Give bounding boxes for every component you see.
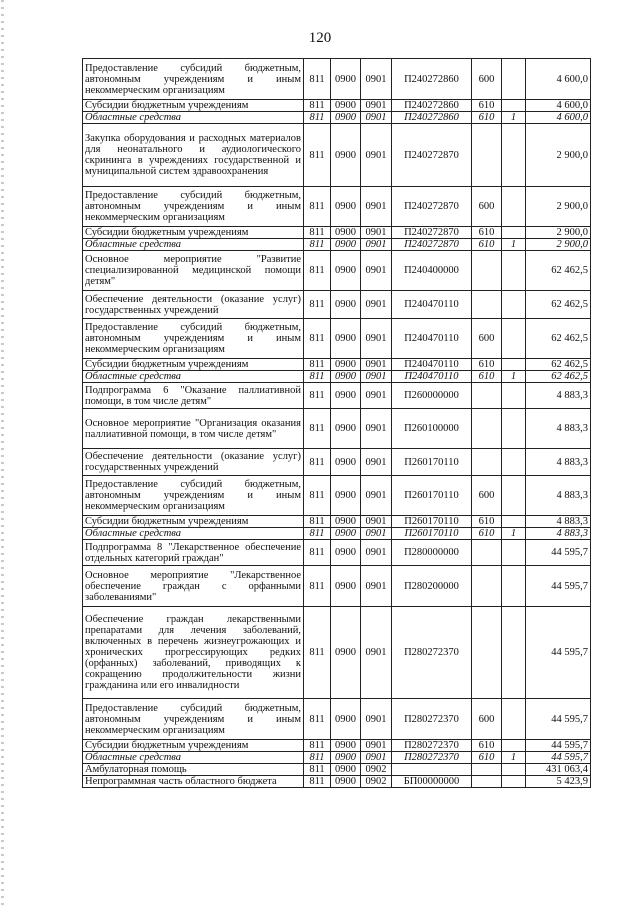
row-name-cell: Предоставление субсидий бюджетным, автономным учреждениям и иным некоммерческим организациям — [83, 59, 304, 100]
row-funding-source-cell: 1 — [502, 752, 526, 764]
row-target-article-cell: П280272370 — [392, 752, 472, 764]
row-expense-type-cell: 610 — [472, 239, 502, 251]
row-expense-type-cell — [472, 607, 502, 699]
row-amount-cell: 44 595,7 — [526, 752, 591, 764]
row-funding-source-cell: 1 — [502, 239, 526, 251]
row-name-cell: Амбулаторная помощь — [83, 764, 304, 776]
row-section-cell: 0900 — [331, 540, 361, 566]
row-section-cell: 0900 — [331, 476, 361, 516]
row-grbs-cell: 811 — [304, 516, 331, 528]
row-grbs-cell: 811 — [304, 566, 331, 607]
row-expense-type-cell: 600 — [472, 319, 502, 359]
row-section-cell: 0900 — [331, 607, 361, 699]
budget-table — [82, 58, 591, 788]
row-expense-type-cell: 600 — [472, 699, 502, 740]
row-subsection-cell: 0901 — [361, 516, 392, 528]
row-target-article-cell: П240470110 — [392, 319, 472, 359]
row-subsection-cell: 0901 — [361, 699, 392, 740]
row-section-cell: 0900 — [331, 251, 361, 291]
row-expense-type-cell: 600 — [472, 59, 502, 100]
row-name-cell: Основное мероприятие "Лекарственное обеспечение граждан с орфанными заболеваниями" — [83, 566, 304, 607]
row-funding-source-cell — [502, 359, 526, 371]
row-funding-source-cell — [502, 409, 526, 449]
row-amount-cell: 4 600,0 — [526, 100, 591, 112]
row-amount-cell: 62 462,5 — [526, 359, 591, 371]
row-subsection-cell: 0901 — [361, 409, 392, 449]
row-name-cell: Субсидии бюджетным учреждениям — [83, 740, 304, 752]
row-name-cell: Основное мероприятие "Развитие специализированной медицинской помощи детям" — [83, 251, 304, 291]
row-amount-cell: 44 595,7 — [526, 699, 591, 740]
row-grbs-cell: 811 — [304, 740, 331, 752]
row-amount-cell: 44 595,7 — [526, 607, 591, 699]
row-name-cell: Областные средства — [83, 371, 304, 383]
row-grbs-cell: 811 — [304, 371, 331, 383]
table-row — [83, 227, 591, 239]
table-row — [83, 699, 591, 740]
row-subsection-cell: 0901 — [361, 740, 392, 752]
row-section-cell: 0900 — [331, 528, 361, 540]
row-grbs-cell: 811 — [304, 291, 331, 319]
row-section-cell: 0900 — [331, 409, 361, 449]
row-subsection-cell: 0901 — [361, 251, 392, 291]
row-target-article-cell: П240272870 — [392, 227, 472, 239]
row-name-cell: Предоставление субсидий бюджетным, автономным учреждениям и иным некоммерческим организациям — [83, 476, 304, 516]
row-expense-type-cell: 600 — [472, 187, 502, 227]
row-section-cell: 0900 — [331, 319, 361, 359]
row-funding-source-cell — [502, 187, 526, 227]
row-expense-type-cell — [472, 449, 502, 476]
table-row — [83, 776, 591, 788]
table-row — [83, 449, 591, 476]
row-amount-cell: 2 900,0 — [526, 124, 591, 187]
row-target-article-cell: П260100000 — [392, 409, 472, 449]
row-grbs-cell: 811 — [304, 409, 331, 449]
table-row — [83, 566, 591, 607]
row-name-cell: Субсидии бюджетным учреждениям — [83, 359, 304, 371]
row-section-cell: 0900 — [331, 227, 361, 239]
page-number: 120 — [308, 30, 332, 46]
row-section-cell: 0900 — [331, 699, 361, 740]
row-section-cell: 0900 — [331, 124, 361, 187]
row-section-cell: 0900 — [331, 740, 361, 752]
row-amount-cell: 4 600,0 — [526, 59, 591, 100]
row-grbs-cell: 811 — [304, 699, 331, 740]
row-grbs-cell: 811 — [304, 251, 331, 291]
row-subsection-cell: 0901 — [361, 383, 392, 409]
row-section-cell: 0900 — [331, 371, 361, 383]
row-grbs-cell: 811 — [304, 383, 331, 409]
row-amount-cell: 431 063,4 — [526, 764, 591, 776]
row-target-article-cell: П240272870 — [392, 124, 472, 187]
row-subsection-cell: 0901 — [361, 100, 392, 112]
row-amount-cell: 4 883,3 — [526, 383, 591, 409]
row-expense-type-cell — [472, 291, 502, 319]
row-target-article-cell: П260170110 — [392, 528, 472, 540]
row-expense-type-cell: 600 — [472, 476, 502, 516]
row-subsection-cell: 0901 — [361, 371, 392, 383]
table-row — [83, 187, 591, 227]
row-section-cell: 0900 — [331, 187, 361, 227]
row-subsection-cell: 0901 — [361, 291, 392, 319]
row-amount-cell: 4 883,3 — [526, 476, 591, 516]
row-name-cell: Обеспечение граждан лекарственными препаратами для лечения заболеваний, включенных в перечень жизнеугрожающих и хронических прогрессирующих редких (орфанных) заболеваний, приводящих к сокращению продолжительности жизни гражданина или его инвалидности — [83, 607, 304, 699]
budget-table-body — [83, 59, 591, 788]
row-section-cell: 0900 — [331, 359, 361, 371]
row-subsection-cell: 0902 — [361, 764, 392, 776]
row-target-article-cell: П260170110 — [392, 476, 472, 516]
row-target-article-cell: П240272870 — [392, 187, 472, 227]
row-amount-cell: 5 423,9 — [526, 776, 591, 788]
row-section-cell: 0900 — [331, 239, 361, 251]
scan-edge-marks — [1, 0, 4, 905]
table-row — [83, 764, 591, 776]
row-name-cell: Областные средства — [83, 752, 304, 764]
table-row — [83, 607, 591, 699]
row-funding-source-cell — [502, 764, 526, 776]
row-expense-type-cell — [472, 383, 502, 409]
row-amount-cell: 62 462,5 — [526, 319, 591, 359]
row-subsection-cell: 0901 — [361, 319, 392, 359]
row-amount-cell: 4 883,3 — [526, 528, 591, 540]
row-section-cell: 0900 — [331, 516, 361, 528]
table-row — [83, 59, 591, 100]
row-name-cell: Предоставление субсидий бюджетным, автономным учреждениям и иным некоммерческим организациям — [83, 699, 304, 740]
row-target-article-cell: П260170110 — [392, 449, 472, 476]
row-funding-source-cell — [502, 516, 526, 528]
row-target-article-cell: П240272870 — [392, 239, 472, 251]
row-expense-type-cell: 610 — [472, 112, 502, 124]
row-funding-source-cell — [502, 699, 526, 740]
row-target-article-cell: П240470110 — [392, 359, 472, 371]
row-amount-cell: 44 595,7 — [526, 566, 591, 607]
row-expense-type-cell: 610 — [472, 359, 502, 371]
row-amount-cell: 4 883,3 — [526, 449, 591, 476]
row-target-article-cell: БП00000000 — [392, 776, 472, 788]
row-subsection-cell: 0901 — [361, 59, 392, 100]
row-name-cell: Предоставление субсидий бюджетным, автономным учреждениям и иным некоммерческим организациям — [83, 187, 304, 227]
row-grbs-cell: 811 — [304, 227, 331, 239]
row-expense-type-cell — [472, 566, 502, 607]
row-grbs-cell: 811 — [304, 540, 331, 566]
row-grbs-cell: 811 — [304, 59, 331, 100]
row-expense-type-cell: 610 — [472, 371, 502, 383]
row-name-cell: Субсидии бюджетным учреждениям — [83, 516, 304, 528]
row-expense-type-cell — [472, 764, 502, 776]
row-subsection-cell: 0901 — [361, 124, 392, 187]
row-target-article-cell: П280200000 — [392, 566, 472, 607]
row-target-article-cell: П240272860 — [392, 59, 472, 100]
table-row — [83, 528, 591, 540]
table-row — [83, 359, 591, 371]
row-funding-source-cell — [502, 476, 526, 516]
table-row — [83, 112, 591, 124]
row-funding-source-cell — [502, 383, 526, 409]
row-expense-type-cell: 610 — [472, 100, 502, 112]
row-section-cell: 0900 — [331, 566, 361, 607]
table-row — [83, 752, 591, 764]
row-name-cell: Субсидии бюджетным учреждениям — [83, 100, 304, 112]
row-target-article-cell: П280272370 — [392, 607, 472, 699]
row-grbs-cell: 811 — [304, 359, 331, 371]
row-funding-source-cell — [502, 776, 526, 788]
table-row — [83, 291, 591, 319]
row-grbs-cell: 811 — [304, 752, 331, 764]
row-amount-cell: 2 900,0 — [526, 239, 591, 251]
row-target-article-cell: П280000000 — [392, 540, 472, 566]
table-row — [83, 516, 591, 528]
table-row — [83, 319, 591, 359]
row-section-cell: 0900 — [331, 112, 361, 124]
row-amount-cell: 62 462,5 — [526, 291, 591, 319]
row-target-article-cell — [392, 764, 472, 776]
row-amount-cell: 2 900,0 — [526, 187, 591, 227]
table-row — [83, 409, 591, 449]
row-funding-source-cell — [502, 319, 526, 359]
row-expense-type-cell — [472, 540, 502, 566]
table-row — [83, 100, 591, 112]
row-name-cell: Подпрограмма 8 "Лекарственное обеспечение отдельных категорий граждан" — [83, 540, 304, 566]
row-expense-type-cell — [472, 124, 502, 187]
row-funding-source-cell — [502, 540, 526, 566]
row-target-article-cell: П260170110 — [392, 516, 472, 528]
row-target-article-cell: П240470110 — [392, 291, 472, 319]
row-subsection-cell: 0901 — [361, 187, 392, 227]
row-section-cell: 0900 — [331, 764, 361, 776]
row-name-cell: Областные средства — [83, 528, 304, 540]
row-name-cell: Предоставление субсидий бюджетным, автономным учреждениям и иным некоммерческим организациям — [83, 319, 304, 359]
row-name-cell: Основное мероприятие "Организация оказания паллиативной помощи, в том числе детям" — [83, 409, 304, 449]
row-name-cell: Подпрограмма 6 "Оказание паллиативной помощи, в том числе детям" — [83, 383, 304, 409]
row-grbs-cell: 811 — [304, 187, 331, 227]
row-name-cell: Обеспечение деятельности (оказание услуг) государственных учреждений — [83, 449, 304, 476]
row-subsection-cell: 0901 — [361, 607, 392, 699]
row-expense-type-cell: 610 — [472, 227, 502, 239]
row-funding-source-cell — [502, 100, 526, 112]
row-target-article-cell: П280272370 — [392, 699, 472, 740]
row-funding-source-cell: 1 — [502, 528, 526, 540]
row-amount-cell: 4 883,3 — [526, 516, 591, 528]
row-subsection-cell: 0902 — [361, 776, 392, 788]
row-section-cell: 0900 — [331, 449, 361, 476]
row-subsection-cell: 0901 — [361, 566, 392, 607]
row-amount-cell: 62 462,5 — [526, 251, 591, 291]
row-amount-cell: 62 462,5 — [526, 371, 591, 383]
row-subsection-cell: 0901 — [361, 528, 392, 540]
table-row — [83, 239, 591, 251]
row-grbs-cell: 811 — [304, 112, 331, 124]
row-subsection-cell: 0901 — [361, 112, 392, 124]
row-amount-cell: 4 600,0 — [526, 112, 591, 124]
row-funding-source-cell — [502, 740, 526, 752]
row-grbs-cell: 811 — [304, 528, 331, 540]
row-funding-source-cell — [502, 291, 526, 319]
table-row — [83, 251, 591, 291]
row-amount-cell: 2 900,0 — [526, 227, 591, 239]
row-expense-type-cell: 610 — [472, 740, 502, 752]
row-name-cell: Обеспечение деятельности (оказание услуг) государственных учреждений — [83, 291, 304, 319]
row-section-cell: 0900 — [331, 776, 361, 788]
row-subsection-cell: 0901 — [361, 449, 392, 476]
row-funding-source-cell — [502, 449, 526, 476]
row-name-cell: Областные средства — [83, 239, 304, 251]
row-subsection-cell: 0901 — [361, 359, 392, 371]
row-name-cell: Областные средства — [83, 112, 304, 124]
row-funding-source-cell: 1 — [502, 371, 526, 383]
row-subsection-cell: 0901 — [361, 476, 392, 516]
row-amount-cell: 44 595,7 — [526, 740, 591, 752]
row-target-article-cell: П240272860 — [392, 100, 472, 112]
table-row — [83, 540, 591, 566]
row-funding-source-cell — [502, 607, 526, 699]
row-grbs-cell: 811 — [304, 449, 331, 476]
row-subsection-cell: 0901 — [361, 540, 392, 566]
row-expense-type-cell — [472, 776, 502, 788]
row-section-cell: 0900 — [331, 752, 361, 764]
row-funding-source-cell — [502, 59, 526, 100]
row-expense-type-cell: 610 — [472, 528, 502, 540]
row-grbs-cell: 811 — [304, 239, 331, 251]
row-expense-type-cell — [472, 409, 502, 449]
table-row — [83, 740, 591, 752]
row-target-article-cell: П260000000 — [392, 383, 472, 409]
row-grbs-cell: 811 — [304, 476, 331, 516]
row-grbs-cell: 811 — [304, 124, 331, 187]
row-name-cell: Непрограммная часть областного бюджета — [83, 776, 304, 788]
row-section-cell: 0900 — [331, 291, 361, 319]
row-grbs-cell: 811 — [304, 319, 331, 359]
row-target-article-cell: П240470110 — [392, 371, 472, 383]
row-grbs-cell: 811 — [304, 607, 331, 699]
row-subsection-cell: 0901 — [361, 227, 392, 239]
row-subsection-cell: 0901 — [361, 239, 392, 251]
row-amount-cell: 4 883,3 — [526, 409, 591, 449]
table-row — [83, 371, 591, 383]
row-funding-source-cell — [502, 124, 526, 187]
row-funding-source-cell — [502, 566, 526, 607]
row-target-article-cell: П240272860 — [392, 112, 472, 124]
row-expense-type-cell — [472, 251, 502, 291]
row-subsection-cell: 0901 — [361, 752, 392, 764]
table-row — [83, 383, 591, 409]
row-amount-cell: 44 595,7 — [526, 540, 591, 566]
row-grbs-cell: 811 — [304, 764, 331, 776]
row-grbs-cell: 811 — [304, 100, 331, 112]
row-funding-source-cell — [502, 251, 526, 291]
row-funding-source-cell: 1 — [502, 112, 526, 124]
row-name-cell: Закупка оборудования и расходных материалов для неонатального и аудиологического скрининга в учреждениях государственной и муниципальной систем здравоохранения — [83, 124, 304, 187]
row-section-cell: 0900 — [331, 383, 361, 409]
row-name-cell: Субсидии бюджетным учреждениям — [83, 227, 304, 239]
row-expense-type-cell: 610 — [472, 752, 502, 764]
table-row — [83, 124, 591, 187]
row-target-article-cell: П280272370 — [392, 740, 472, 752]
row-section-cell: 0900 — [331, 59, 361, 100]
row-grbs-cell: 811 — [304, 776, 331, 788]
row-section-cell: 0900 — [331, 100, 361, 112]
row-expense-type-cell: 610 — [472, 516, 502, 528]
row-funding-source-cell — [502, 227, 526, 239]
table-row — [83, 476, 591, 516]
row-target-article-cell: П240400000 — [392, 251, 472, 291]
